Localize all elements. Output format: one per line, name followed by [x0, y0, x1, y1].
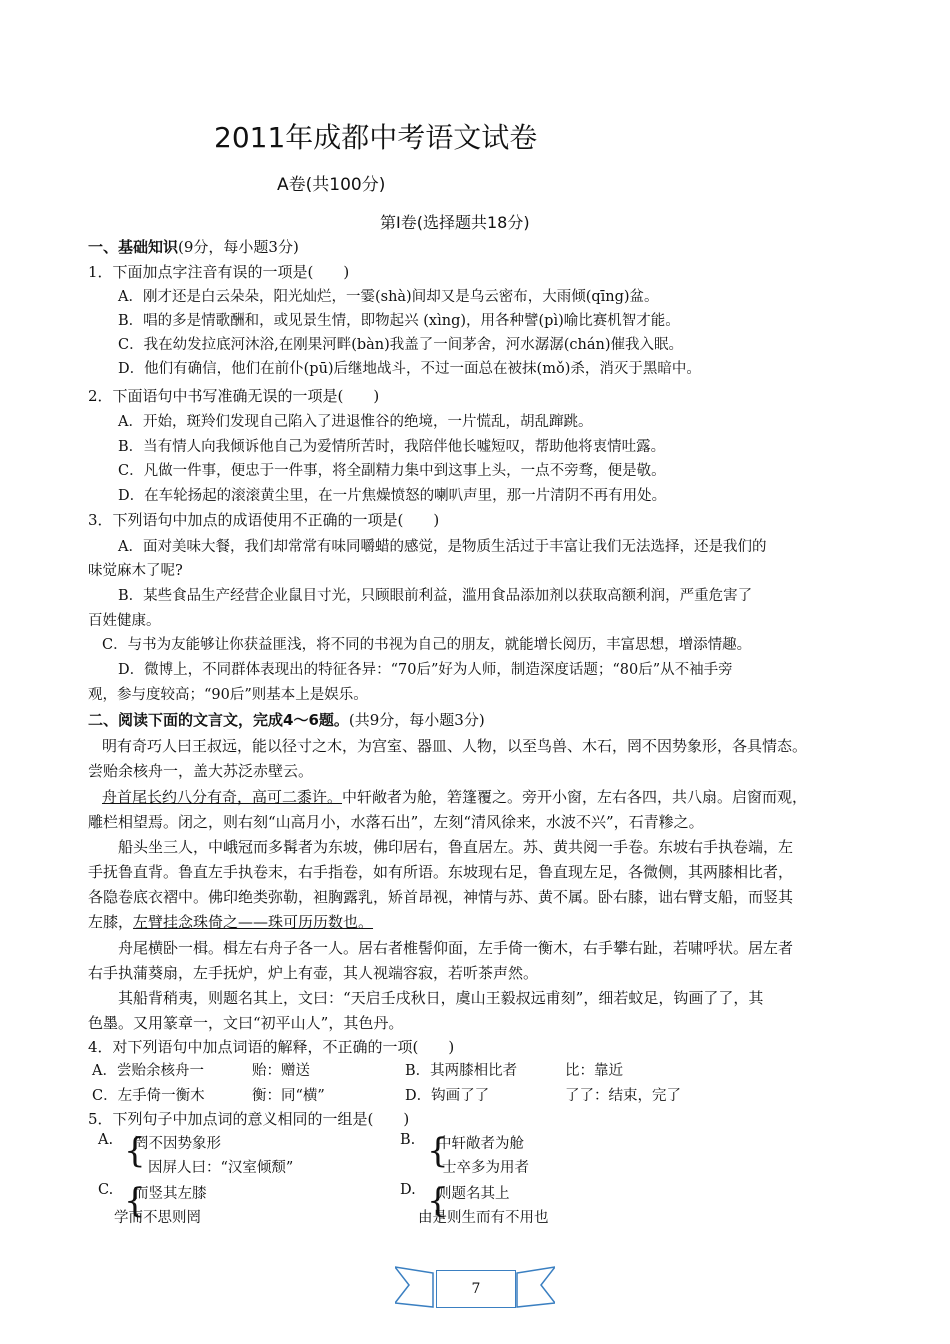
passage-p1-line2: 尝贻余核舟一，盖大苏泛赤壁云。: [88, 762, 314, 780]
q4-stem: 4．对下列语句中加点词语的解释，不正确的一项( ): [88, 1038, 455, 1056]
q2-stem: 2．下面语句中书写准确无误的一项是( ): [88, 387, 380, 405]
passage-p5-line2: 色墨。又用篆章一，文曰“初平山人”，其色丹。: [88, 1014, 404, 1032]
q5-option-a-line1: 罔不因势象形: [134, 1136, 221, 1152]
q5-option-c-line2: 学而不思则罔: [114, 1210, 201, 1226]
q1-option-c: C．我在幼发拉底河沐浴,在刚果河畔(bàn)我盖了一间茅舍，河水潺潺(chán)催我入眠。: [118, 337, 684, 353]
q4-option-b: B．其两膝相比者: [405, 1063, 518, 1079]
q3-option-a-line1: A．面对美味大餐，我们却常常有味同嚼蜡的感觉，是物质生活过于丰富让我们无法选择，还是我们的: [118, 539, 767, 555]
q2-option-b: B．当有情人向我倾诉他自己为爱情所苦时，我陪伴他长嘘短叹，帮助他将衷情吐露。: [118, 439, 666, 455]
passage-p3-line4-pre: 左膝，: [88, 913, 134, 931]
q5-option-c-line1: 而竖其左膝: [134, 1186, 207, 1202]
q3-option-b-line2: 百姓健康。: [88, 613, 161, 629]
q5-option-b-brace: {: [427, 1131, 449, 1171]
passage-p2-line1: [102, 786, 807, 807]
q1-option-a: A．刚才还是白云朵朵，阳光灿烂，一霎(shà)间却又是乌云密布，大雨倾(qīng)盆。: [118, 289, 659, 305]
passage-p2-line2: 雕栏相望焉。闭之，则右刻“山高月小，水落石出”，左刻“清风徐来，水波不兴”，石青糁之。: [88, 813, 704, 831]
passage-p5-line1: 其船背稍夷，则题名其上，文曰：“天启壬戌秋日，虞山王毅叔远甫刻”，细若蚊足，钩画了了，其: [118, 989, 764, 1007]
part-heading: 第Ⅰ卷(选择题共18分): [380, 213, 530, 232]
passage-p1-line1: 明有奇巧人曰王叔远，能以径寸之木，为宫室、器皿、人物，以至鸟兽、木石，罔不因势象形，各具情态。: [102, 737, 808, 755]
q5-option-d-line2: 由是则生而有不用也: [418, 1210, 549, 1226]
q5-option-a-line2: 因屏人曰：“汉室倾颓”: [148, 1160, 294, 1176]
q5-option-b-label: B.: [400, 1132, 416, 1148]
q5-option-c-brace: {: [124, 1181, 146, 1221]
q1-option-d: D．他们有确信，他们在前仆(pū)后继地战斗，不过一面总在被抹(mǒ)杀，消灭于黑暗中。: [118, 361, 701, 377]
q4-option-a: A．尝贻余核舟一: [92, 1063, 204, 1079]
q4-option-a-gloss: 贻：赠送: [252, 1063, 310, 1079]
q4-option-d: D．钩画了了: [405, 1088, 490, 1104]
passage-p2-rest: 中轩敞者为舱，箬篷覆之。旁开小窗，左右各四，共八扇。启窗而观，: [342, 788, 808, 806]
passage-p3-line2: 手抚鲁直背。鲁直左手执卷末，右手指卷，如有所语。东坡现右足，鲁直现左足，各微侧，其两膝相比者，: [88, 863, 794, 881]
q5-option-a-label: A.: [98, 1132, 114, 1148]
section1-heading-line: [88, 236, 299, 257]
section2-heading-line: [88, 709, 485, 730]
passage-p3-line4: [88, 911, 373, 932]
page-title: 2011年成都中考语文试卷: [214, 121, 538, 154]
page-number: 7: [436, 1270, 516, 1308]
passage-p3-line3: 各隐卷底衣褶中。佛印绝类弥勒，袒胸露乳，矫首昂视，神情与苏、黄不属。卧右膝，诎右臂支船，而竖其: [88, 888, 794, 906]
q1-option-b: B．唱的多是情歌酬和，或见景生情，即物起兴 (xìng)，用各种譬(pì)喻比赛机智才能。: [118, 313, 680, 329]
q5-option-a-brace: {: [124, 1131, 146, 1171]
passage-p4-line1: 舟尾横卧一楫。楫左右舟子各一人。居右者椎髻仰面，左手倚一衡木，右手攀右趾，若啸呼状。居左者: [118, 939, 794, 957]
q4-option-b-gloss: 比：靠近: [565, 1063, 623, 1079]
q3-option-b-line1: B．某些食品生产经营企业鼠目寸光，只顾眼前利益，滥用食品添加剂以获取高额利润，严重危害了: [118, 588, 753, 604]
passage-p4-line2: 右手执蒲葵扇，左手抚炉，炉上有壶，其人视端容寂，若听茶声然。: [88, 964, 539, 982]
q5-option-d-label: D.: [400, 1182, 416, 1198]
q2-option-a: A．开始，斑羚们发现自己陷入了进退惟谷的绝境，一片慌乱，胡乱蹿跳。: [118, 414, 593, 430]
q3-option-c: C．与书为友能够让你获益匪浅，将不同的书视为自己的朋友，就能增长阅历，丰富思想，增添情趣。: [102, 637, 752, 653]
q5-stem: 5．下列句子中加点词的意义相同的一组是( ): [88, 1110, 410, 1128]
q4-option-c-gloss: 衡：同“横”: [252, 1088, 325, 1104]
q4-option-d-gloss: 了了：结束，完了: [565, 1088, 681, 1104]
passage-underlined-sentence-1: 舟首尾长约八分有奇，高可二黍许。: [102, 788, 343, 806]
q3-option-d-line2: 观，参与度较高；“90后”则基本上是娱乐。: [88, 687, 368, 703]
section2-note: (共9分，每小题3分): [348, 711, 485, 729]
section1-note: (9分，每小题3分): [178, 238, 299, 256]
q5-option-c-label: C.: [98, 1182, 114, 1198]
passage-underlined-sentence-2: 左臂挂念珠倚之——珠可历历数也。: [133, 913, 374, 931]
q5-option-d-line1: 则题名其上: [437, 1186, 510, 1202]
q3-option-d-line1: D．微博上，不同群体表现出的特征各异：“70后”好为人师，制造深度话题；“80后”从不袖手旁: [118, 662, 733, 678]
q5-option-b-line1: 中轩敞者为舱: [437, 1136, 524, 1152]
passage-p3-line1: 船头坐三人，中峨冠而多髯者为东坡，佛印居右，鲁直居左。苏、黄共阅一手卷。东坡右手执卷端，左: [118, 838, 794, 856]
q3-option-a-line2: 味觉麻木了呢?: [88, 563, 183, 579]
q4-option-c: C．左手倚一衡木: [92, 1088, 205, 1104]
q1-stem: 1．下面加点字注音有误的一项是( ): [88, 263, 350, 281]
q5-option-b-line2: 士卒多为用者: [442, 1160, 529, 1176]
q2-option-d: D．在车轮扬起的滚滚黄尘里，在一片焦燥愤怒的喇叭声里，那一片清阴不再有用处。: [118, 488, 667, 504]
section2-heading: 二、阅读下面的文言文，完成4～6题。: [88, 711, 349, 729]
q2-option-c: C．凡做一件事，便忠于一件事，将全副精力集中到这事上头，一点不旁骛，便是敬。: [118, 463, 666, 479]
q3-stem: 3．下列语句中加点的成语使用不正确的一项是( ): [88, 511, 440, 529]
q5-option-d-brace: {: [427, 1181, 449, 1221]
paper-subtitle: A卷(共100分): [277, 175, 386, 195]
section1-heading: 一、基础知识: [88, 238, 179, 256]
